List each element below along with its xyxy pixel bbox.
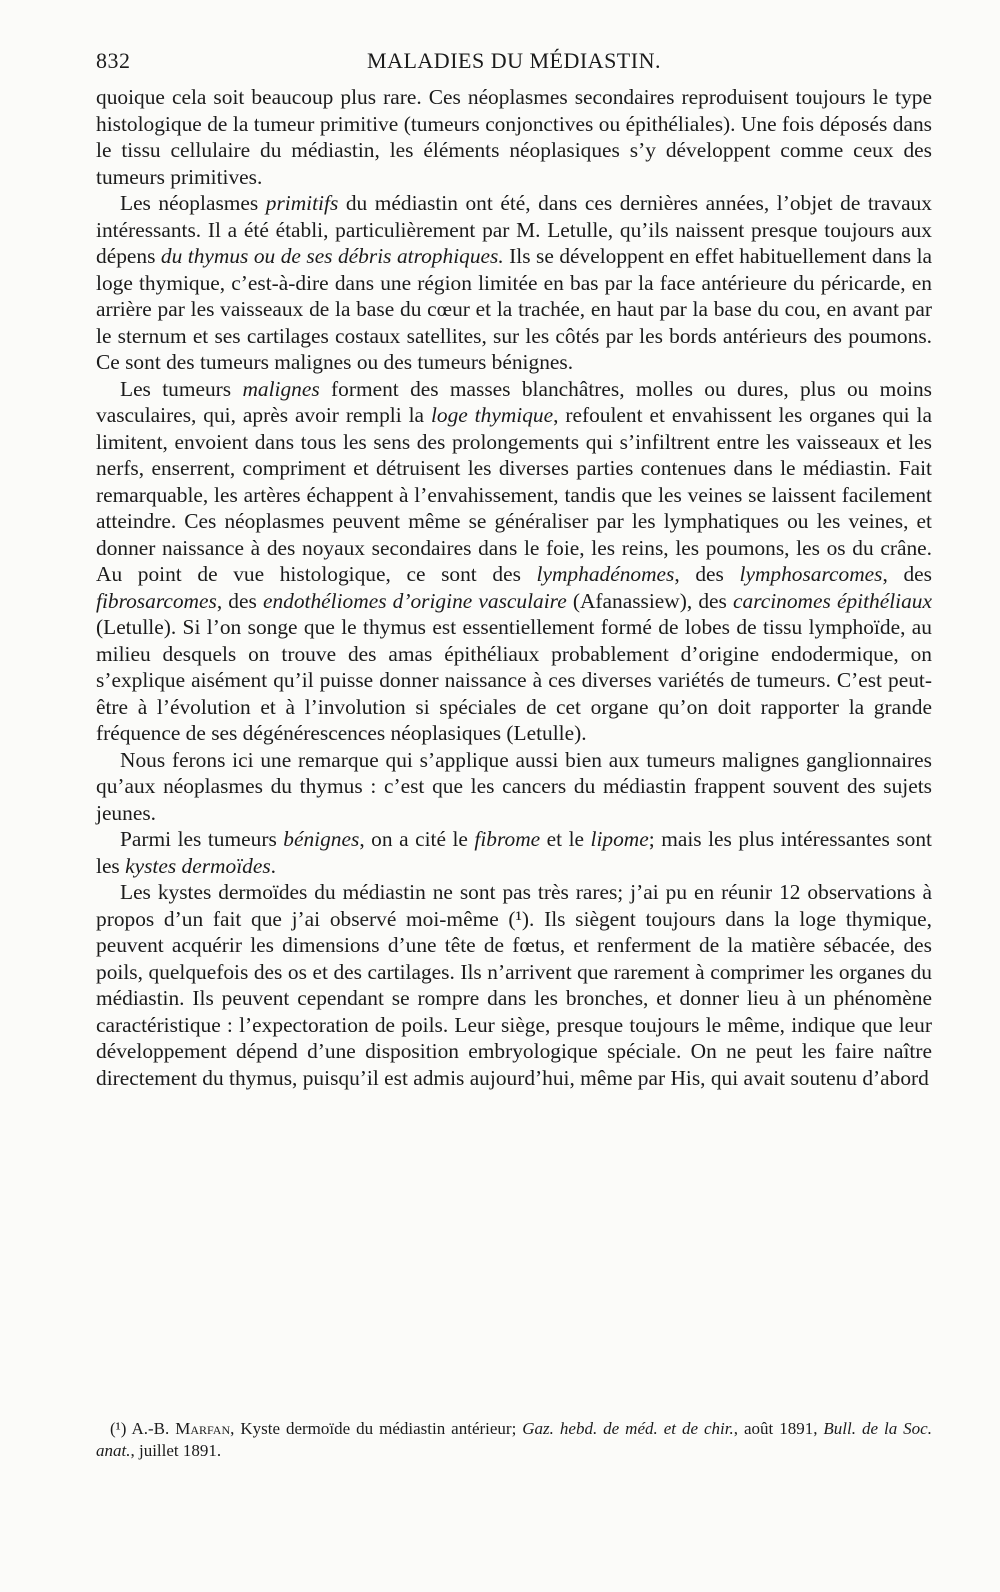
italic-run: bénignes (283, 827, 360, 851)
page-header (96, 48, 932, 80)
paragraph (96, 879, 932, 1091)
text-run: Les néoplasmes (120, 191, 266, 215)
text-run: quoique cela soit beaucoup plus rare. Ces néoplasmes secondaires reproduisent toujours le type histologique de la tumeur primitive (tumeurs conjonctives ou épithéliales). Une fois déposés dans le tissu cellulaire du médiastin, les éléments néoplasiques s’y développent comme ceux des tumeurs primitives. (96, 85, 932, 189)
italic-run: lymphadénomes (536, 562, 675, 586)
text-run: Nous ferons ici une remarque qui s’applique aussi bien aux tumeurs malignes ganglionnaires qu’aux néoplasmes du thymus : c’est que les cancers du médiastin frappent souvent des sujets jeunes. (96, 747, 932, 825)
paragraph (96, 190, 932, 376)
text-run: , des (216, 588, 263, 613)
paragraph (96, 826, 932, 879)
text-run: Ils se développent en effet habituellement dans la loge thymique, c’est-à-dire dans une région limitée en bas par la face antérieure du péricarde, en arrière par les vaisseaux de la base du cœur et la trachée, en haut par la base du cou, en avant par le sternum et ses cartilages costaux satellites, sur les côtés par les bords antérieurs des poumons. Ce sont des tumeurs malignes ou des tumeurs bénignes. (96, 244, 933, 374)
text-run: Marfan (175, 1419, 231, 1438)
text-run: Parmi les tumeurs (120, 827, 284, 851)
italic-run: primitifs (265, 191, 339, 215)
running-title: MALADIES DU MÉDIASTIN. (367, 48, 661, 73)
text-run: , on a cité le (359, 827, 475, 851)
text-run: (Letulle). Si l’on songe que le thymus est essentiellement formé de lobes de tissu lymphoïde, au milieu desquels on trouve des amas épithéliaux probablement d’origine endodermique, on s’explique aisément qu’il puisse donner naissance à ces diverses variétés de tumeurs. C’est peut-être à l’évolution et à l’involution si spéciales de cet organe qu’on doit rapporter la grande fréquence de ses dégénérescences néoplasiques (Letulle). (96, 615, 932, 745)
text-run: du médiastin ont été, dans ces dernières années, l’objet de travaux intéressants. Il a été établi, particulièrement par M. Letulle, qu’ils naissent presque toujours aux dépens (96, 191, 932, 268)
text-run: et le (540, 827, 591, 851)
italic-run: lymphosarcomes (739, 562, 883, 586)
italic-run: fibrosarcomes (96, 588, 217, 613)
italic-run: carcinomes épithéliaux (733, 588, 932, 613)
page-number: 832 (96, 48, 131, 73)
italic-run: du thymus ou de ses débris atrophiques. (160, 244, 504, 268)
text-run: , août 1891, (733, 1419, 824, 1438)
paragraph (96, 747, 932, 827)
footnotes (96, 1418, 932, 1462)
italic-run: loge thymique (430, 403, 554, 427)
italic-run: lipome (590, 827, 649, 851)
italic-run: fibrome (474, 827, 541, 851)
text-run: , juillet 1891. (130, 1441, 222, 1460)
text-run: , des (674, 562, 740, 586)
text-run: , Kyste dermoïde du médiastin antérieur; (230, 1419, 523, 1438)
text-run: (Afanassiew), des (566, 588, 733, 613)
text-run: (¹) A.-B. (110, 1419, 176, 1438)
italic-run: Bull. de la Soc. anat. (96, 1419, 932, 1460)
text-run: Les kystes dermoïdes du médiastin ne sont pas très rares; j’ai pu en réunir 12 observations à propos d’un fait que j’ai observé moi-même (¹). Ils siègent toujours dans la loge thymique, peuvent acquérir les dimensions d’une tête de fœtus, et renferment de la matière sébacée, des poils, quelquefois des os et des cartilages. Ils n’arrivent que rarement à comprimer les organes du médiastin. Ils peuvent cependant se rompre dans les bronches, et donner lieu à un phénomène caractéristique : l’expectoration de poils. Leur siège, presque toujours le même, indique que leur développement dépend d’une disposition embryologique spéciale. On ne peut les faire naître directement du thymus, puisqu’il est admis aujourd’hui, même par His, qui avait soutenu d’abord (96, 880, 932, 1090)
italic-run: kystes dermoïdes (125, 853, 271, 878)
text-run: forment des masses blanchâtres, molles ou dures, plus ou moins vasculaires, qui, après avoir rempli la (96, 376, 932, 427)
footnote (96, 1418, 932, 1462)
italic-run: malignes (242, 376, 320, 401)
italic-run: endothéliomes d’origine vasculaire (262, 588, 567, 613)
body-text (96, 84, 932, 1091)
paragraph (96, 84, 932, 190)
text-run: , des (882, 562, 932, 586)
text-run: ; mais les plus intéressantes sont les (96, 827, 932, 878)
text-run: , refoulent et envahissent les organes qui la limitent, envoient dans tous les sens des prolongements qui s’infiltrent entre les vaisseaux et les nerfs, enserrent, compriment et détruisent les diverses parties contenues dans le médiastin. Fait remarquable, les artères échappent à l’envahissement, tandis que les veines se laissent facilement atteindre. Ces néoplasmes peuvent même se généraliser par les lymphatiques ou les veines, et donner naissance à des noyaux secondaires dans le foie, les reins, les poumons, les os du crâne. Au point de vue histologique, ce sont des (96, 403, 932, 586)
text-run: Les tumeurs (120, 376, 243, 401)
paragraph (96, 376, 932, 747)
text-run: . (270, 853, 277, 878)
italic-run: Gaz. hebd. de méd. et de chir. (522, 1419, 734, 1438)
